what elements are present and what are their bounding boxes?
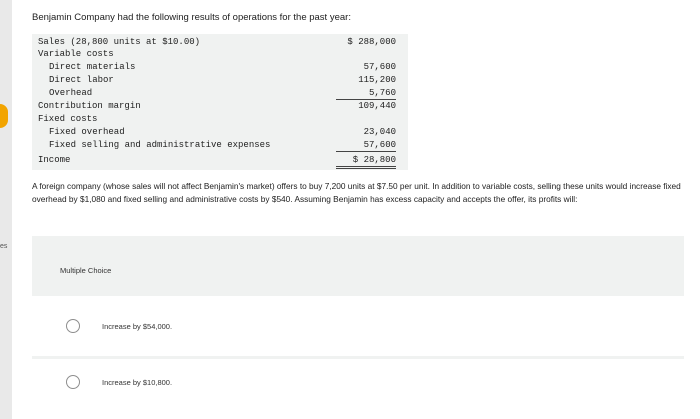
fixed-overhead-row xyxy=(32,126,408,138)
direct-labor-row xyxy=(32,74,408,86)
radio-button[interactable] xyxy=(66,375,80,389)
income-label: Income xyxy=(38,155,71,165)
overhead-label: Overhead xyxy=(49,88,93,98)
contribution-margin-row xyxy=(32,100,408,112)
left-cut-text: es xyxy=(0,243,8,250)
multiple-choice-panel xyxy=(32,236,684,419)
variable-total-amount: 109,440 xyxy=(358,101,396,111)
radio-button[interactable] xyxy=(66,319,80,333)
fixed-selling-row xyxy=(32,139,408,151)
direct-materials-label: Direct materials xyxy=(49,62,136,72)
fixed-overhead-amount: 23,040 xyxy=(363,127,396,137)
overhead-row xyxy=(32,87,408,99)
question-text: Benjamin Company had the following results of operations for the past year: xyxy=(32,12,351,23)
contribution-margin-label: Contribution margin xyxy=(38,101,141,111)
sales-label: Sales (28,800 units at $10.00) xyxy=(38,37,201,47)
multiple-choice-label: Multiple Choice xyxy=(60,266,112,275)
sales-row xyxy=(32,36,408,48)
income-statement xyxy=(32,34,408,170)
choice-option-1[interactable] xyxy=(32,296,684,356)
fixed-costs-label: Fixed costs xyxy=(38,114,98,124)
fixed-costs-row xyxy=(32,113,408,125)
direct-materials-amount: 57,600 xyxy=(363,62,396,72)
choice-option-2[interactable] xyxy=(32,359,684,419)
direct-materials-row xyxy=(32,61,408,73)
variable-costs-row xyxy=(32,48,408,60)
income-row xyxy=(32,154,408,166)
income-amount: $ 28,800 xyxy=(336,154,396,169)
variable-costs-label: Variable costs xyxy=(38,49,114,59)
fixed-overhead-label: Fixed overhead xyxy=(49,127,125,137)
offer-description: A foreign company (whose sales will not affect Benjamin's market) offers to buy 7,200 units at $7.50 per unit. In addition to variable costs, selling these units would increase fixed overhead by $1,080 and fixed selling and administrative costs by $540. Assuming Benjamin has excess capacity and accepts the offer, its profits will: xyxy=(32,181,681,204)
fixed-selling-label: Fixed selling and administrative expenses xyxy=(49,140,271,150)
option-label: Increase by $10,800. xyxy=(102,378,173,387)
left-edge-strip xyxy=(0,0,12,419)
sales-amount: $ 288,000 xyxy=(347,37,396,47)
fixed-selling-amount: 57,600 xyxy=(336,139,396,152)
option-label: Increase by $54,000. xyxy=(102,322,173,331)
direct-labor-label: Direct labor xyxy=(49,75,114,85)
direct-labor-amount: 115,200 xyxy=(358,75,396,85)
overhead-amount: 5,760 xyxy=(336,87,396,100)
